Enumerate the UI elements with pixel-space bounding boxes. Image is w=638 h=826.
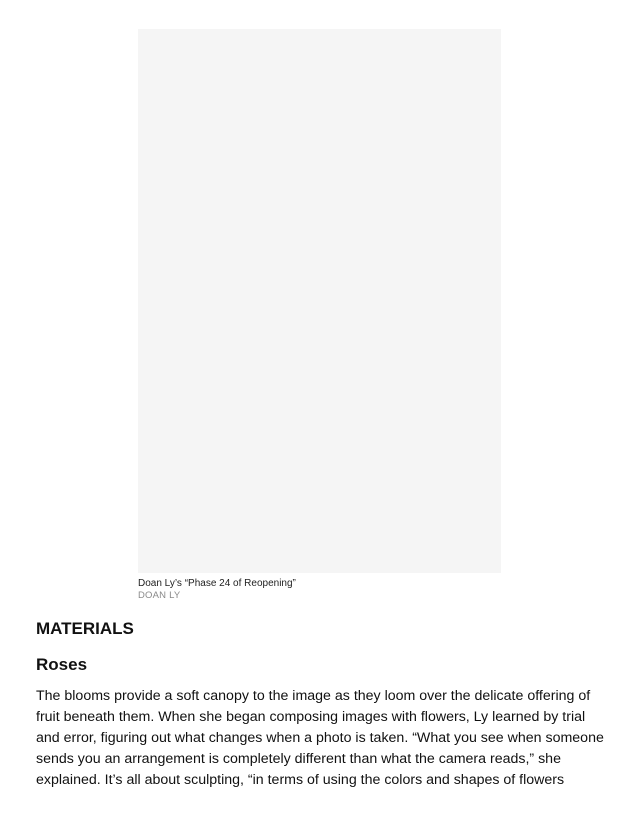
artwork-image [138, 29, 501, 573]
article-body [36, 618, 608, 791]
figure-credit: DOAN LY [138, 590, 181, 601]
sub-heading: Roses [36, 655, 88, 674]
artwork-figure [138, 29, 501, 602]
section-heading: MATERIALS [36, 619, 134, 638]
figure-caption: Doan Ly’s “Phase 24 of Reopening” [138, 578, 296, 589]
body-paragraph: The blooms provide a soft canopy to the image as they loom over the delicate offering of fruit beneath them. When she began composing images with flowers, Ly learned by trial and error, figuring out what changes when a photo is taken. “What you see when someone sends you an arrangement is completely different than what the camera reads,” she explained. It’s all about sculpting, “in terms of using the colors and shapes of flowers [36, 688, 604, 788]
